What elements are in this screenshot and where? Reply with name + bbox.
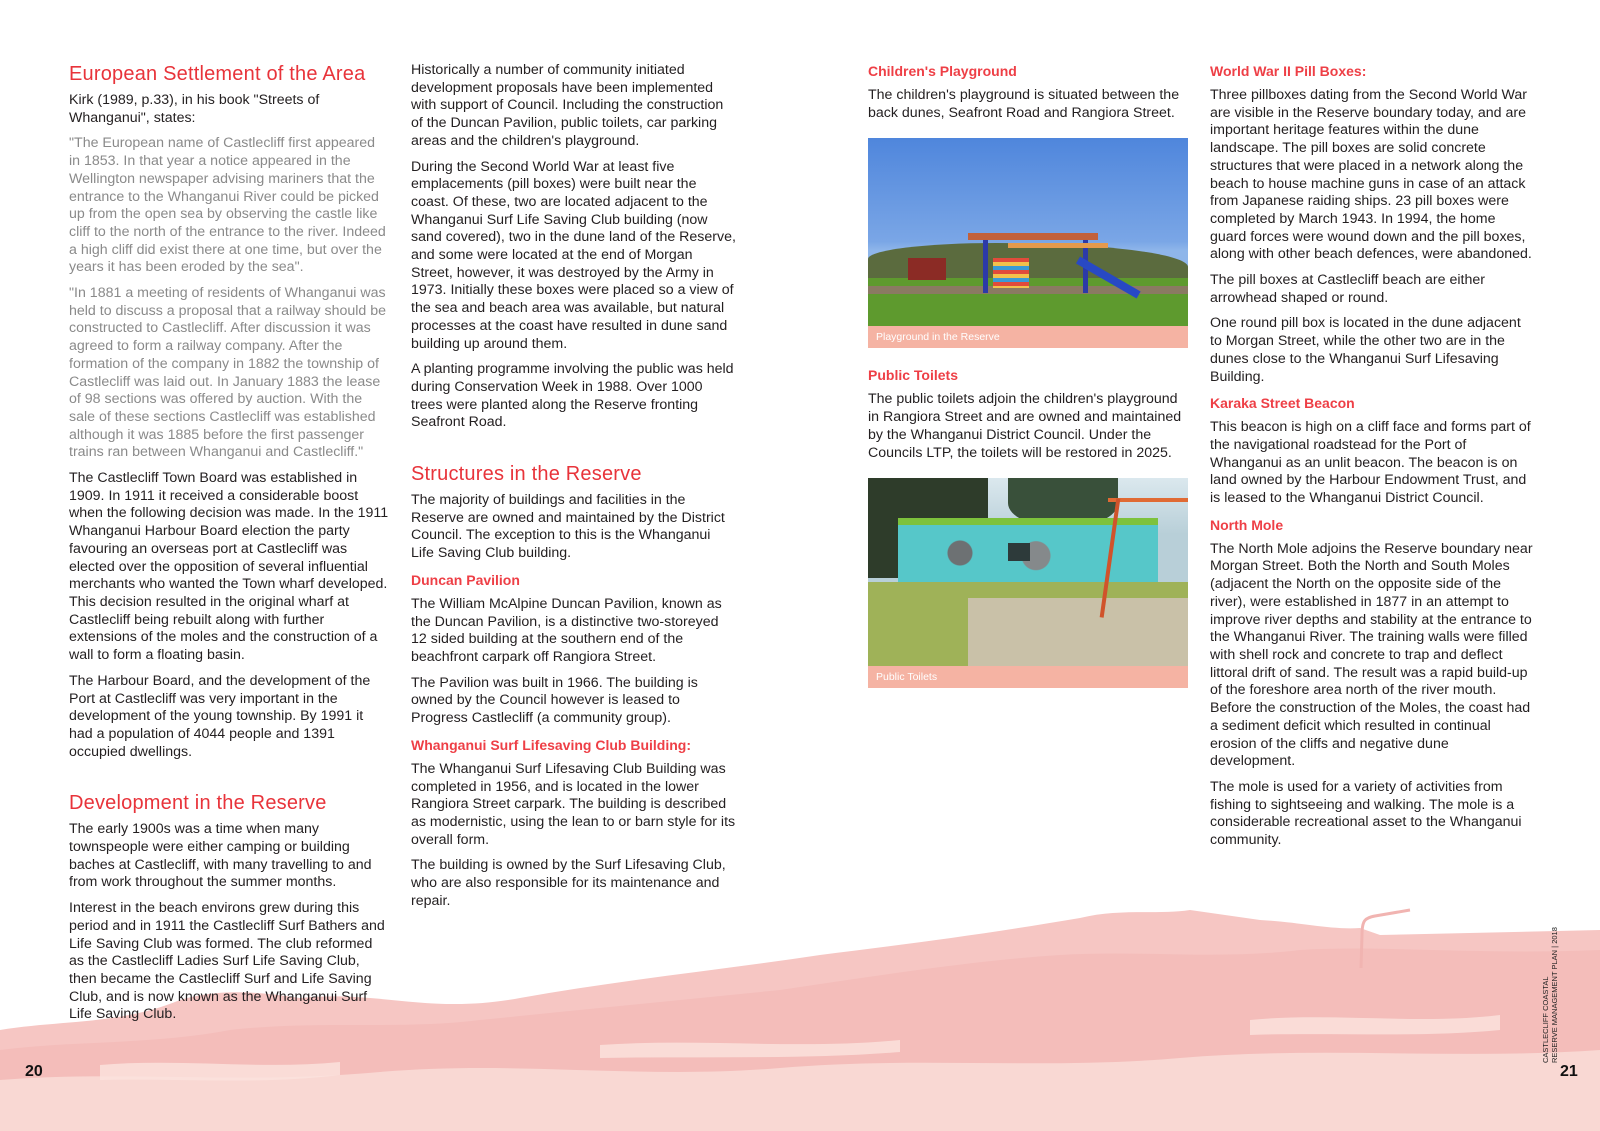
figure-toilets (868, 478, 1188, 688)
paragraph-playground: The children's playground is situated between the back dunes, Seafront Road and Rangiora Street. (868, 87, 1180, 121)
paragraph-round-pill-box: One round pill box is located in the dune adjacent to Morgan Street, while the other two are in the dunes close to the Whanganui Surf Lifesaving Building. (1210, 315, 1521, 385)
paragraph-karaka-beacon: This beacon is high on a cliff face and forms part of the navigational roadstead for the Port of Whanganui as an unlit beacon. The beacon is on land owned by the Harbour Endowment Trust, and is leased to the Whanganui District Council. (1210, 419, 1531, 507)
paragraph-town-board: The Castlecliff Town Board was established in 1909. In 1911 it received a considerable boost when the following decision was made. In the 1911 Whanganui Harbour Board election the party favouring an overseas port at Castlecliff was elected over the opposition of several influential merchants who wanted the Town wharf developed. This decision resulted in the original wharf at Castlecliff being rebuilt along with further extensions of the moles and the construction of a wall to form a floating basin. (69, 470, 389, 664)
paragraph-surf-club-owned: The building is owned by the Surf Lifesaving Club, who are also responsible for its maintenance and repair. (411, 857, 726, 909)
subheading-public-toilets: Public Toilets (868, 367, 958, 384)
paragraph-second-world-war: During the Second World War at least five emplacements (pill boxes) were built near the coast. Of these, two are located adjacent to the Whanganui Surf Life Saving Club building (now sand covered), two in the dune land of the Reserve, and some were located at the end of Morgan Street, however, it was destroyed by the Army in 1973. Initially these boxes were placed so a view of the sea and beach area was available, but natural processes at the coast have resulted in dune sand building up around them. (411, 158, 736, 352)
toilets-caption: Public Toilets (868, 666, 1188, 688)
paragraph-beach-environs: Interest in the beach environs grew during this period and in 1911 the Castlecliff Surf Bathers and Life Saving Club was formed. The club reformed as the Castlecliff Ladies Surf Life Saving Club, then became the Castlecliff Surf and Life Saving Club, and is now known as the Whanganui Surf Life Saving Club. (69, 900, 385, 1023)
left-column-1 (69, 62, 389, 1032)
subheading-pill-boxes: World War II Pill Boxes: (1210, 63, 1367, 79)
paragraph-mole-activities: The mole is used for a variety of activities from fishing to sightseeing and walking. The mole is a considerable recreational asset to the Whanganui community. (1210, 778, 1522, 849)
paragraph-early-1900s: The early 1900s was a time when many townspeople were either camping or building baches at Castlecliff, with many travelling to and from work throughout the summer months. (69, 821, 372, 891)
paragraph-buildings-facilities: The majority of buildings and facilities in the Reserve are owned and maintained by the District Council. The exception to this is the Whanganui Life Saving Club building. (411, 492, 725, 562)
playground-caption: Playground in the Reserve (868, 326, 1188, 348)
subheading-duncan-pavilion: Duncan Pavilion (411, 571, 520, 588)
paragraph-harbour-board: The Harbour Board, and the development of the Port at Castlecliff was very important in the development of the young township. By 1991 it had a population of 4044 people and 1391 occupied dwellings. (69, 672, 371, 760)
heading-development: Development in the Reserve (69, 792, 327, 815)
footer-line-2: RESERVE MANAGEMENT PLAN | 2018 (1550, 927, 1559, 1063)
paragraph-pill-box-shapes: The pill boxes at Castlecliff beach are either arrowhead shaped or round. (1210, 272, 1485, 306)
paragraph-community-proposals: Historically a number of community initiated development proposals have been implemented with support of Council. Including the construction of the Duncan Pavilion, public toilets, car parking areas and the children's playground. (411, 62, 724, 149)
subheading-north-mole: North Mole (1210, 516, 1284, 533)
quote-paragraph-2: "In 1881 a meeting of residents of Whanganui was held to discuss a proposal that a railway should be constructed to Castlecliff. After discussion it was agreed to form a railway company. After the formation of the company in 1882 the township of Castlecliff was laid out. In January 1883 the lease of 98 sections was offered by auction. With the sale of these sections Castlecliff was established although it was 1885 before the first passenger trains ran between Whanganui and Castlecliff." (69, 285, 387, 461)
document-footer-title (1541, 927, 1559, 1063)
right-column-1 (868, 62, 1190, 706)
paragraph-duncan-pavilion: The William McAlpine Duncan Pavilion, known as the Duncan Pavilion, is a distinctive two-storeyed 12 sided building at the southern end of the beachfront carpark off Rangiora Street. (411, 595, 722, 665)
footer-line-1: CASTLECLIFF COASTAL (1541, 976, 1550, 1063)
subheading-surf-club: Whanganui Surf Lifesaving Club Building: (411, 736, 691, 753)
quote-paragraph-1: "The European name of Castlecliff first appeared in 1853. In that year a notice appeared in the Wellington newspaper advising mariners that the entrance to the Whanganui River could be picked up from the open sea by observing the castle like cliff to the north of the entrance to the river. Indeed a high cliff did exist there at one time, but over the years it has been eroded by the sea". (69, 135, 386, 276)
toilets-photo (868, 478, 1188, 666)
intro-paragraph: Kirk (1989, p.33), in his book "Streets of Whanganui", states: (69, 92, 320, 126)
heading-european-settlement: European Settlement of the Area (69, 63, 366, 85)
paragraph-surf-club-building: The Whanganui Surf Lifesaving Club Building was completed in 1956, and is located in the lower Rangiora Street carpark. The building is described as modernistic, using the lean to or barn style for its overall form. (411, 760, 736, 848)
page-number-left: 20 (25, 1063, 43, 1080)
paragraph-north-mole: The North Mole adjoins the Reserve boundary near Morgan Street. Both the North and South Moles (adjacent the North on the opposite side of the river), were established in 1877 in an attempt to improve river depths and stability at the entrance to the Whanganui River. The training walls were filled with shell rock and concrete to trap and deflect littoral drift of sand. The result was a rapid build-up of the foreshore area north of the river mouth. Before the construction of the Moles, the coast had a sediment deficit which resulted in continual erosion of the cliffs and negative dune development. (1210, 540, 1533, 770)
heading-structures: Structures in the Reserve (411, 463, 642, 486)
playground-photo (868, 138, 1188, 326)
subheading-playground: Children's Playground (868, 63, 1017, 79)
page-number-right: 21 (1560, 1063, 1578, 1080)
subheading-karaka-beacon: Karaka Street Beacon (1210, 395, 1355, 412)
paragraph-public-toilets: The public toilets adjoin the children's playground in Rangiora Street and are owned and maintained by the Whanganui District Council. Under the Councils LTP, the toilets will be restored in 2025. (868, 391, 1182, 461)
right-column-2 (1210, 62, 1535, 858)
left-column-2 (411, 62, 736, 918)
paragraph-pill-boxes: Three pillboxes dating from the Second World War are visible in the Reserve boundary today, and are important heritage features within the dune landscape. The pill boxes are solid concrete structures that were placed in a network along the beach to house machine guns in case of an attack from Japanese raiding ships. 23 pill boxes were completed by March 1943. In 1994, the home guard forces were wound down and the pill boxes, along with other beach defences, were abandoned. (1210, 87, 1532, 263)
paragraph-planting-programme: A planting programme involving the public was held during Conservation Week in 1988. Over 1000 trees were planted along the Reserve fronting Seafront Road. (411, 361, 734, 431)
paragraph-pavilion-built: The Pavilion was built in 1966. The building is owned by the Council however is leased to Progress Castlecliff (a community group). (411, 674, 698, 727)
figure-playground (868, 138, 1188, 348)
